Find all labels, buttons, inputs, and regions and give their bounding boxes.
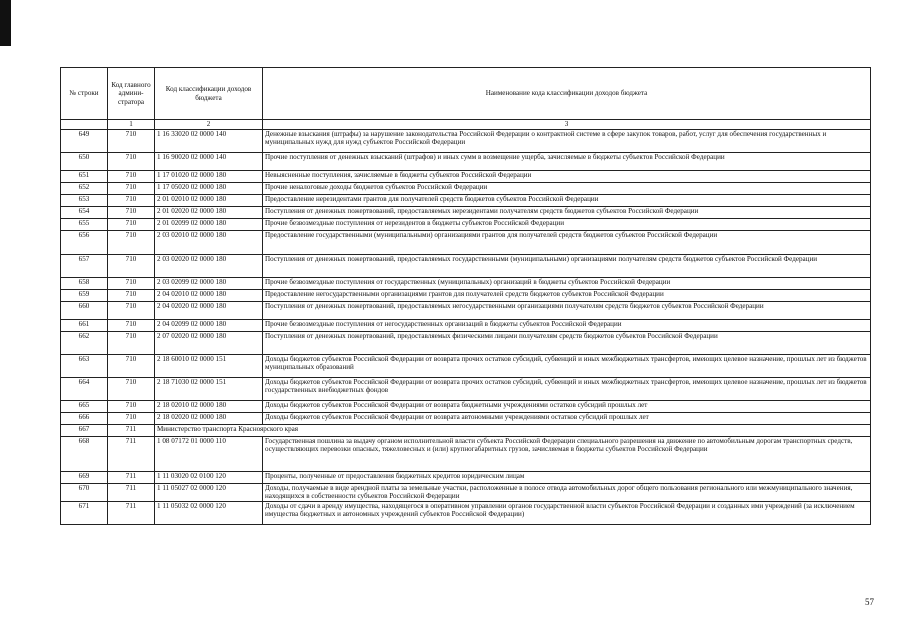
- table-row: [61, 218, 871, 230]
- class-code-cell: 1 16 90020 02 0000 140: [155, 152, 263, 170]
- class-code-cell: 1 17 05020 02 0000 180: [155, 182, 263, 194]
- table-row: [61, 129, 871, 152]
- row-number-cell: 651: [61, 170, 108, 182]
- row-number-cell: 658: [61, 277, 108, 289]
- class-code-cell: 2 01 02020 02 0000 180: [155, 206, 263, 218]
- admin-code-cell: 710: [108, 277, 155, 289]
- row-number-cell: 667: [61, 424, 108, 436]
- revenue-classification-table: [60, 67, 871, 525]
- ministry-name-cell: Министерство транспорта Красноярского края: [155, 424, 871, 436]
- revenue-name-cell: Предоставление нерезидентами грантов для получателей средств бюджетов субъектов Российской Федерации: [263, 194, 871, 206]
- class-code-cell: 2 18 60010 02 0000 151: [155, 354, 263, 377]
- class-code-cell: 1 11 03020 02 0100 120: [155, 471, 263, 483]
- revenue-name-cell: Предоставление негосударственными организациями грантов для получателей средств бюджетов субъектов Российской Федерации: [263, 289, 871, 301]
- revenue-name-cell: Доходы бюджетов субъектов Российской Федерации от возврата прочих остатков субсидий, субвенций и иных межбюджетных трансфертов, имеющих целевое назначение, прошлых лет из бюджетов государственных внебюджетных фондов: [263, 377, 871, 400]
- row-number-cell: 654: [61, 206, 108, 218]
- admin-code-cell: 710: [108, 218, 155, 230]
- admin-code-cell: 710: [108, 170, 155, 182]
- class-code-cell: 1 08 07172 01 0000 110: [155, 436, 263, 471]
- admin-code-cell: 710: [108, 301, 155, 319]
- row-number-cell: 670: [61, 483, 108, 501]
- class-code-cell: 1 16 33020 02 0000 140: [155, 129, 263, 152]
- row-number-cell: 656: [61, 230, 108, 254]
- table-row: [61, 194, 871, 206]
- table-row: [61, 301, 871, 319]
- row-number-cell: 657: [61, 254, 108, 277]
- revenue-name-cell: Доходы, получаемые в виде арендной платы за земельные участки, расположенные в полосе отвода автомобильных дорог общего пользования регионального или межмуниципального значения, находящихся в собственности субъектов Российской Федерации: [263, 483, 871, 501]
- class-code-cell: 2 04 02020 02 0000 180: [155, 301, 263, 319]
- revenue-name-cell: Прочие безвозмездные поступления от государственных (муниципальных) организаций в бюджеты субъектов Российской Федерации: [263, 277, 871, 289]
- class-code-cell: 2 18 02020 02 0000 180: [155, 412, 263, 424]
- admin-code-cell: 710: [108, 206, 155, 218]
- table-row: [61, 319, 871, 331]
- admin-code-cell: 710: [108, 412, 155, 424]
- row-number-cell: 662: [61, 331, 108, 354]
- row-number-cell: 652: [61, 182, 108, 194]
- header-admin-code: Код главного админи-стратора: [108, 68, 155, 120]
- row-number-cell: 665: [61, 400, 108, 412]
- revenue-name-cell: Доходы бюджетов субъектов Российской Федерации от возврата прочих остатков субсидий, субвенций и иных межбюджетных трансфертов, имеющих целевое назначение, прошлых лет из бюджетов муниципальных образований: [263, 354, 871, 377]
- admin-code-cell: 711: [108, 424, 155, 436]
- class-code-cell: 2 18 02010 02 0000 180: [155, 400, 263, 412]
- table-row: [61, 206, 871, 218]
- admin-code-cell: 710: [108, 400, 155, 412]
- class-code-cell: 2 03 02010 02 0000 180: [155, 230, 263, 254]
- table-row: [61, 501, 871, 524]
- revenue-name-cell: Поступления от денежных пожертвований, предоставляемых государственными (муниципальными) организациями получателям средств бюджетов субъектов Российской Федерации: [263, 254, 871, 277]
- class-code-cell: 1 11 05032 02 0000 120: [155, 501, 263, 524]
- page-number: 57: [865, 597, 874, 607]
- row-number-cell: 659: [61, 289, 108, 301]
- admin-code-cell: 711: [108, 501, 155, 524]
- class-code-cell: 1 17 01020 02 0000 180: [155, 170, 263, 182]
- table-row: [61, 331, 871, 354]
- table-row: [61, 289, 871, 301]
- revenue-name-cell: Доходы от сдачи в аренду имущества, находящегося в оперативном управлении органов государственной власти субъектов Российской Федерации и созданных ими учреждений (за исключением имущества бюджетных и автономных учреждений субъектов Российской Федерации): [263, 501, 871, 524]
- row-number-cell: 660: [61, 301, 108, 319]
- admin-code-cell: 710: [108, 331, 155, 354]
- row-number-cell: 655: [61, 218, 108, 230]
- row-number-cell: 664: [61, 377, 108, 400]
- revenue-name-cell: Поступления от денежных пожертвований, предоставляемых нерезидентами получателям средств бюджетов субъектов Российской Федерации: [263, 206, 871, 218]
- admin-code-cell: 710: [108, 182, 155, 194]
- revenue-name-cell: Проценты, полученные от предоставления бюджетных кредитов юридическим лицам: [263, 471, 871, 483]
- admin-code-cell: 711: [108, 483, 155, 501]
- row-number-cell: 650: [61, 152, 108, 170]
- revenue-name-cell: Поступления от денежных пожертвований, предоставляемых физическими лицами получателям средств бюджетов субъектов Российской Федерации: [263, 331, 871, 354]
- table-row: [61, 277, 871, 289]
- admin-code-cell: 710: [108, 377, 155, 400]
- revenue-name-cell: Прочие безвозмездные поступления от негосударственных организаций в бюджеты субъектов Российской Федерации: [263, 319, 871, 331]
- class-code-cell: 2 03 02099 02 0000 180: [155, 277, 263, 289]
- table-row: [61, 483, 871, 501]
- column-number: 2: [155, 120, 263, 130]
- revenue-name-cell: Государственная пошлина за выдачу органом исполнительной власти субъекта Российской Федерации специального разрешения на движение по автомобильным дорогам транспортных средств, осуществляющих перевозки опасных, тяжеловесных и (или) крупногабаритных грузов, зачисляемая в бюджеты субъектов Российской Федерации: [263, 436, 871, 471]
- admin-code-cell: 711: [108, 436, 155, 471]
- table-row: [61, 152, 871, 170]
- revenue-name-cell: Прочие безвозмездные поступления от нерезидентов в бюджеты субъектов Российской Федерации: [263, 218, 871, 230]
- header-name: Наименование кода классификации доходов бюджета: [263, 68, 871, 120]
- row-number-cell: 649: [61, 129, 108, 152]
- admin-code-cell: 710: [108, 194, 155, 206]
- row-number-cell: 668: [61, 436, 108, 471]
- table-row: [61, 182, 871, 194]
- row-number-cell: 666: [61, 412, 108, 424]
- class-code-cell: 2 01 02010 02 0000 180: [155, 194, 263, 206]
- class-code-cell: 2 04 02010 02 0000 180: [155, 289, 263, 301]
- table-row: [61, 377, 871, 400]
- row-number-cell: 663: [61, 354, 108, 377]
- table-row: [61, 400, 871, 412]
- table-row: [61, 230, 871, 254]
- revenue-name-cell: Доходы бюджетов субъектов Российской Федерации от возврата бюджетными учреждениями остатков субсидий прошлых лет: [263, 400, 871, 412]
- row-number-cell: 653: [61, 194, 108, 206]
- table-row: [61, 412, 871, 424]
- class-code-cell: 2 03 02020 02 0000 180: [155, 254, 263, 277]
- table-row: [61, 436, 871, 471]
- row-number-cell: 671: [61, 501, 108, 524]
- header-class-code: Код классификации доходов бюджета: [155, 68, 263, 120]
- admin-code-cell: 711: [108, 471, 155, 483]
- row-number-cell: 661: [61, 319, 108, 331]
- class-code-cell: 1 11 05027 02 0000 120: [155, 483, 263, 501]
- revenue-name-cell: Невыясненные поступления, зачисляемые в бюджеты субъектов Российской Федерации: [263, 170, 871, 182]
- class-code-cell: 2 04 02099 02 0000 180: [155, 319, 263, 331]
- admin-code-cell: 710: [108, 230, 155, 254]
- admin-code-cell: 710: [108, 129, 155, 152]
- revenue-name-cell: Поступления от денежных пожертвований, предоставляемых негосударственными организациями получателям средств бюджетов субъектов Российской Федерации: [263, 301, 871, 319]
- revenue-name-cell: Предоставление государственными (муниципальными) организациями грантов для получателей средств бюджетов субъектов Российской Федерации: [263, 230, 871, 254]
- admin-code-cell: 710: [108, 354, 155, 377]
- admin-code-cell: 710: [108, 152, 155, 170]
- revenue-name-cell: Доходы бюджетов субъектов Российской Федерации от возврата автономными учреждениями остатков субсидий прошлых лет: [263, 412, 871, 424]
- scan-edge-mark: [0, 0, 11, 46]
- revenue-name-cell: Прочие неналоговые доходы бюджетов субъектов Российской Федерации: [263, 182, 871, 194]
- admin-code-cell: 710: [108, 254, 155, 277]
- table-row: [61, 424, 871, 436]
- column-number: 3: [263, 120, 871, 130]
- class-code-cell: 2 07 02020 02 0000 180: [155, 331, 263, 354]
- table-row: [61, 170, 871, 182]
- row-number-cell: 669: [61, 471, 108, 483]
- admin-code-cell: 710: [108, 319, 155, 331]
- table-row: [61, 471, 871, 483]
- class-code-cell: 2 01 02099 02 0000 180: [155, 218, 263, 230]
- table-row: [61, 254, 871, 277]
- revenue-name-cell: Прочие поступления от денежных взысканий (штрафов) и иных сумм в возмещение ущерба, зачисляемые в бюджеты субъектов Российской Федерации: [263, 152, 871, 170]
- class-code-cell: 2 18 71030 02 0000 151: [155, 377, 263, 400]
- admin-code-cell: 710: [108, 289, 155, 301]
- column-number: [61, 120, 108, 130]
- header-row-number: № строки: [61, 68, 108, 120]
- table-row: [61, 354, 871, 377]
- revenue-name-cell: Денежные взыскания (штрафы) за нарушение законодательства Российской Федерации о контрактной системе в сфере закупок товаров, работ, услуг для обеспечения государственных и муниципальных нужд для нужд субъектов Российской Федерации: [263, 129, 871, 152]
- column-number: 1: [108, 120, 155, 130]
